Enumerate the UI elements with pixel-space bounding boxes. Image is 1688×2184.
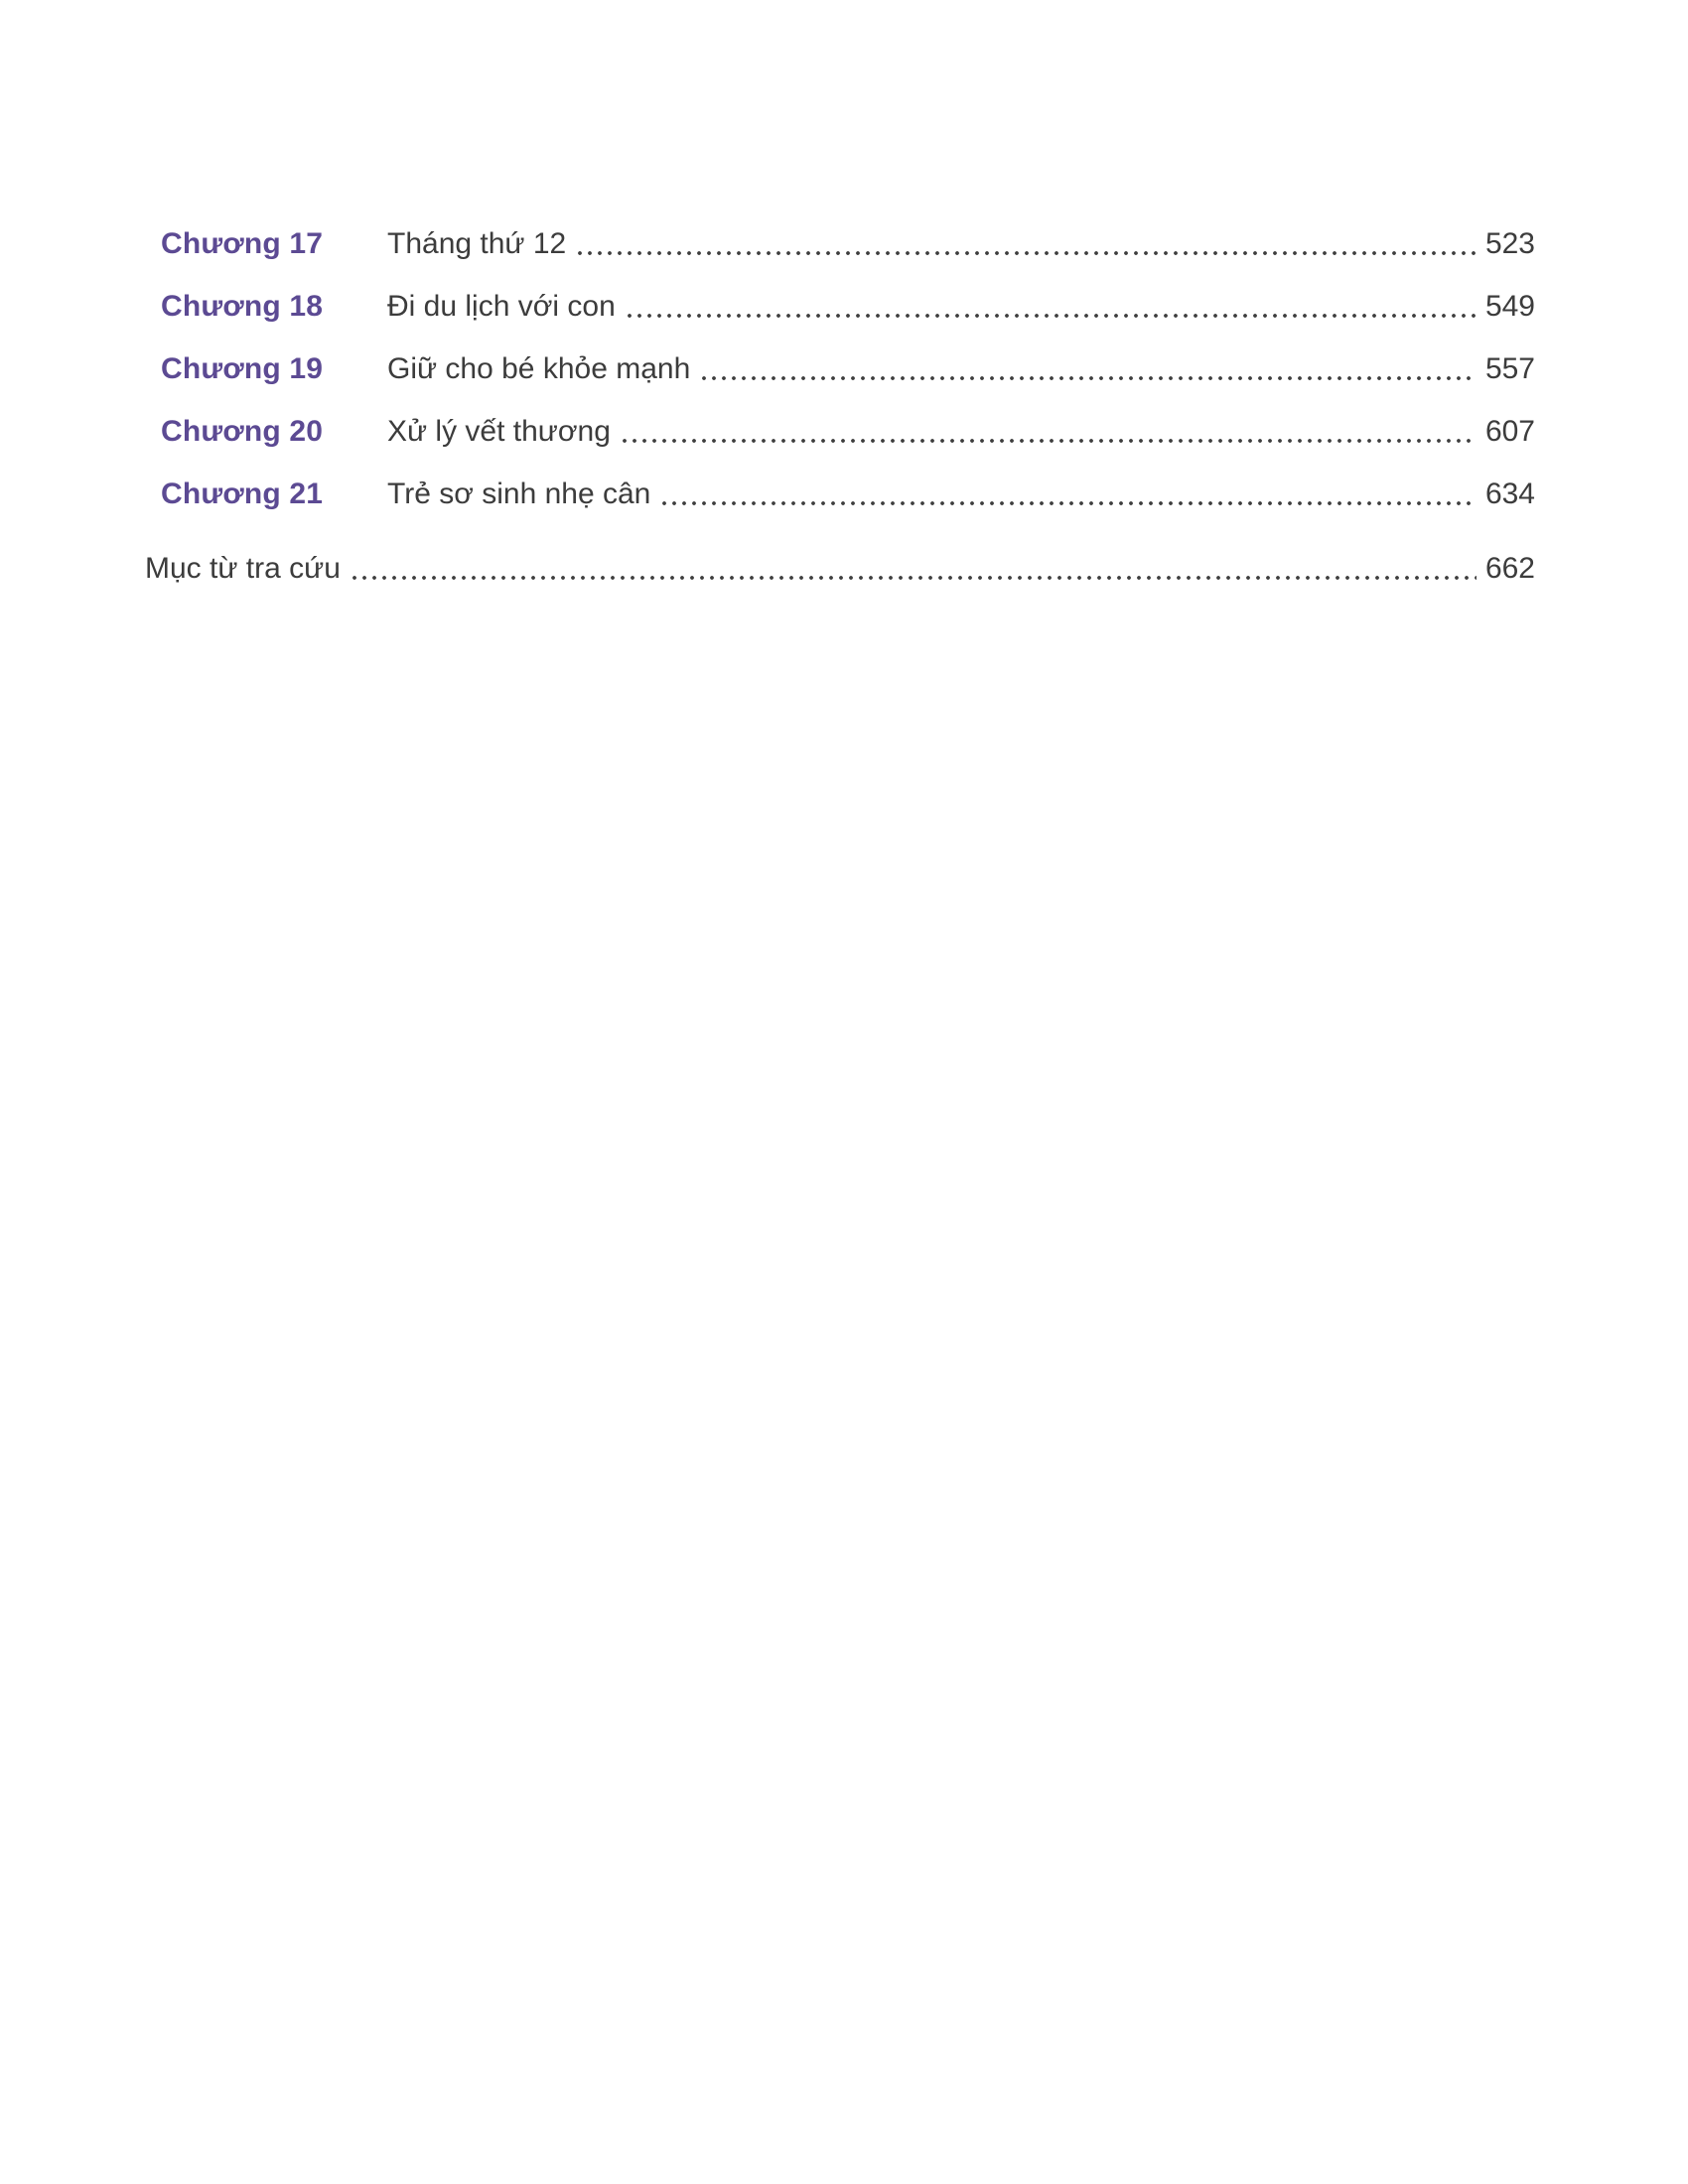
table-of-contents [0, 212, 1688, 600]
chapter-label: Chương 17 [161, 227, 324, 260]
page-number: 607 [1484, 415, 1535, 448]
page-number: 523 [1484, 227, 1535, 260]
toc-row [0, 463, 1688, 525]
dot-leader [618, 400, 1477, 463]
chapter-label: Chương 19 [161, 352, 324, 385]
page-number: 634 [1484, 478, 1535, 510]
dot-leader [623, 275, 1477, 338]
chapter-label: Chương 18 [161, 290, 324, 323]
chapter-title: Trẻ sơ sinh nhẹ cân [387, 478, 651, 510]
toc-row [0, 212, 1688, 275]
toc-row [0, 275, 1688, 338]
toc-row [0, 400, 1688, 463]
chapter-label: Chương 20 [161, 415, 324, 448]
index-row [0, 537, 1688, 600]
dot-leader [573, 212, 1477, 275]
dot-leader [657, 463, 1477, 525]
page-number: 549 [1484, 290, 1535, 323]
page-number: 557 [1484, 352, 1535, 385]
chapter-title: Tháng thứ 12 [387, 227, 567, 260]
chapter-title: Giữ cho bé khỏe mạnh [387, 352, 691, 385]
chapter-title: Xử lý vết thương [387, 415, 611, 448]
dot-leader [697, 338, 1477, 400]
page-number: 662 [1484, 552, 1535, 585]
index-title: Mục từ tra cứu [145, 552, 341, 585]
toc-row [0, 338, 1688, 400]
chapter-title: Đi du lịch với con [387, 290, 616, 323]
chapter-label: Chương 21 [161, 478, 324, 510]
dot-leader [348, 537, 1477, 600]
